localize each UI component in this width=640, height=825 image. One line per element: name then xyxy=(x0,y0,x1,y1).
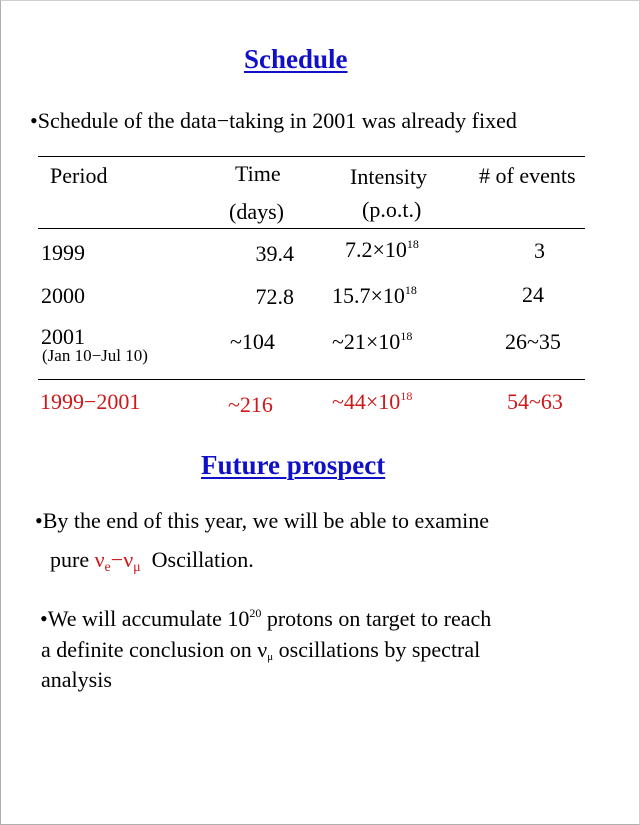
bullet-text: a definite conclusion on xyxy=(41,637,258,662)
header-intensity: Intensity xyxy=(350,164,427,189)
bullet-marker: • xyxy=(40,606,48,631)
row-2001-period: 2001 xyxy=(41,324,85,349)
header-time-unit: (days) xyxy=(229,199,284,224)
protons-exponent: 20 xyxy=(249,606,262,620)
intensity-base: ~44×10 xyxy=(332,389,401,414)
e-subscript: e xyxy=(104,560,111,575)
schedule-bullet-text: Schedule of the data−taking in 2001 was already fixed xyxy=(37,108,517,133)
row-2000-events: 24 xyxy=(522,282,544,307)
bullet-marker: • xyxy=(30,108,38,133)
intensity-exponent: 18 xyxy=(400,329,413,343)
mu-subscript: μ xyxy=(133,560,141,575)
table-total-rule xyxy=(38,379,585,380)
table-header-rule xyxy=(38,228,585,229)
intensity-exponent: 18 xyxy=(400,389,413,403)
row-2000-period: 2000 xyxy=(41,283,85,308)
future-bullet-2-line3: analysis xyxy=(41,667,112,692)
header-time: Time xyxy=(235,161,281,186)
nu-symbol: ν xyxy=(123,547,134,572)
schedule-title: Schedule xyxy=(244,44,348,74)
header-events: # of events xyxy=(479,163,576,188)
future-bullet-2-line2 xyxy=(41,637,480,663)
intensity-base: 7.2×10 xyxy=(345,237,407,262)
row-2001-period-note: (Jan 10−Jul 10) xyxy=(42,346,148,365)
row-2001-intensity xyxy=(332,329,412,355)
total-time: ~216 xyxy=(228,392,273,417)
future-bullet-2-line1 xyxy=(40,606,491,632)
row-1999-events: 3 xyxy=(534,238,545,263)
header-period: Period xyxy=(50,163,108,188)
pure-label: pure xyxy=(50,547,95,572)
intensity-exponent: 18 xyxy=(404,283,417,297)
header-intensity-unit: (p.o.t.) xyxy=(362,197,422,222)
row-2000-time: 72.8 xyxy=(255,284,294,309)
row-1999-time: 39.4 xyxy=(255,241,294,266)
table-top-rule xyxy=(38,156,585,157)
row-1999-period: 1999 xyxy=(41,240,85,265)
future-title: Future prospect xyxy=(201,450,386,480)
dash: − xyxy=(110,547,124,572)
oscillation-label: Oscillation. xyxy=(151,547,254,572)
schedule-bullet xyxy=(30,108,517,134)
intensity-exponent: 18 xyxy=(406,237,419,251)
oscillation-formula xyxy=(94,547,141,575)
mu-subscript: μ xyxy=(267,651,274,663)
future-bullet-1-line1 xyxy=(35,508,489,534)
row-2001-events: 26~35 xyxy=(505,329,561,354)
total-period: 1999−2001 xyxy=(40,389,141,414)
row-2000-intensity xyxy=(332,283,417,309)
nu-symbol: ν xyxy=(94,547,105,572)
nu-symbol: ν xyxy=(257,637,268,662)
intensity-base: ~21×10 xyxy=(332,329,401,354)
total-intensity xyxy=(332,389,412,415)
intensity-base: 15.7×10 xyxy=(332,283,405,308)
bullet-text: oscillations by spectral xyxy=(273,637,481,662)
bullet-text: By the end of this year, we will be able to examine xyxy=(42,508,490,533)
row-1999-intensity xyxy=(345,237,419,263)
total-events: 54~63 xyxy=(507,389,563,414)
bullet-marker: • xyxy=(35,508,43,533)
row-2001-time: ~104 xyxy=(230,329,275,354)
bullet-text: protons on target to reach xyxy=(261,606,492,631)
bullet-text: We will accumulate 10 xyxy=(47,606,250,631)
future-bullet-1-line2 xyxy=(50,547,254,573)
